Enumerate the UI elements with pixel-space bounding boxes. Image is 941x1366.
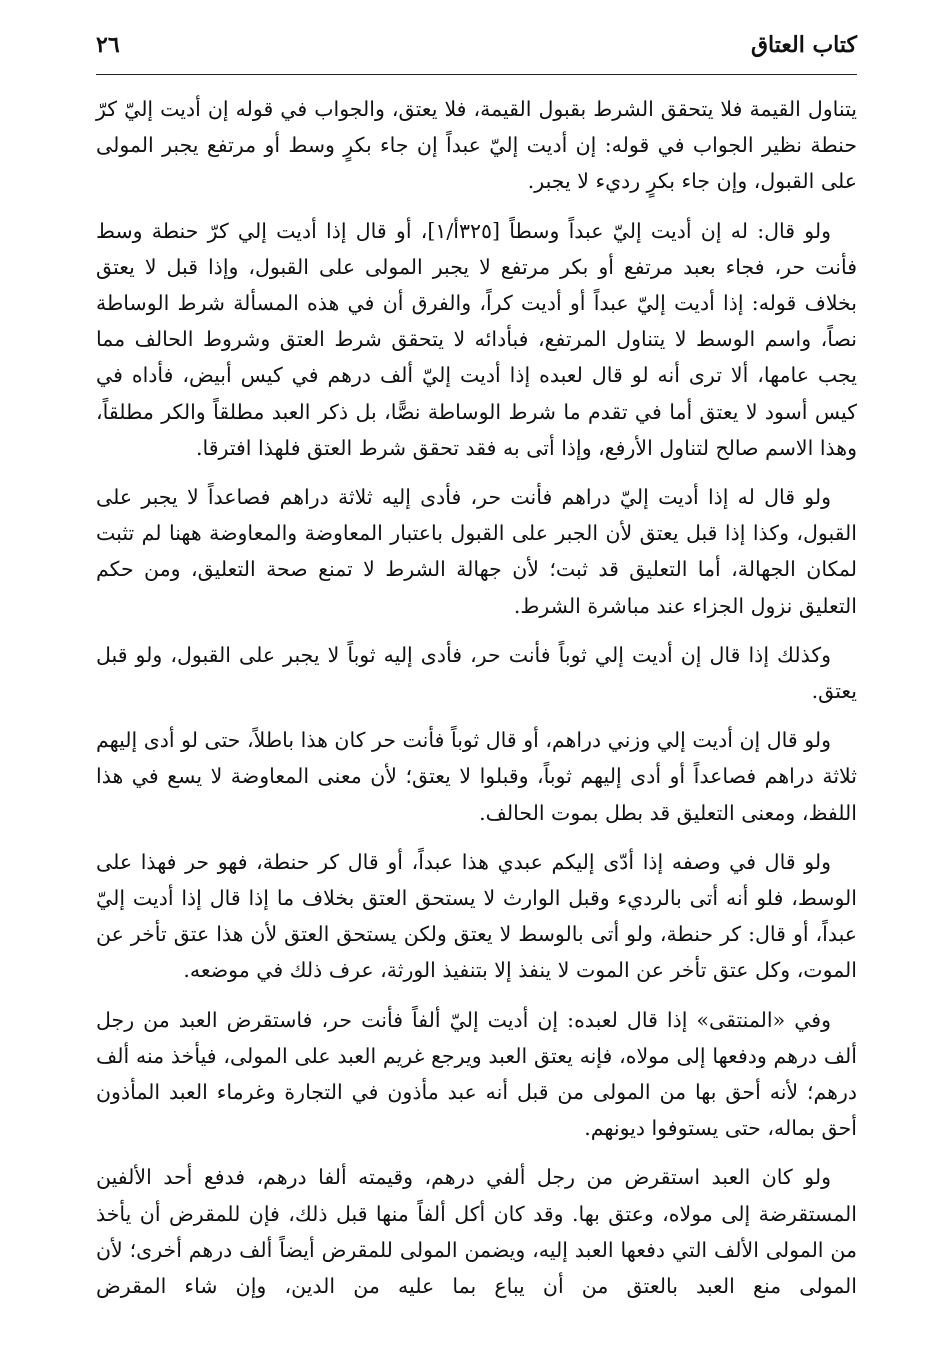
paragraph-6: ولو قال في وصفه إذا أدّى إليكم عبدي هذا عبداً، أو قال كر حنطة، فهو حر فهذا على الوسط، فلو أنه أتى بالرديء وقبل الوارث لا يستحق العتق بخلاف ما إذا قال إذا أديت إليّ عبداً، أو قال: كر حنطة، ولو أتى بالوسط لا يعتق ولكن يستحق العتق لأن هذا عتق تأخر عن الموت، وكل عتق تأخر عن الموت لا ينفذ إلا بتنفيذ الورثة، عرف ذلك في موضعه. — [96, 849, 857, 983]
book-title: كتاب العتاق — [750, 32, 857, 58]
paragraph-1: يتناول القيمة فلا يتحقق الشرط بقبول القيمة، فلا يعتق، والجواب في قوله إن أديت إليّ كرّ حنطة نظير الجواب في قوله: إن أديت إليّ عبداً إن جاء بكرٍ وسط أو مرتفع يجبر المولى على القبول، وإن جاء بكرٍ رديء لا يجبر. — [96, 97, 857, 194]
body-text — [96, 91, 857, 1304]
paragraph-3: ولو قال له إذا أديت إليّ دراهم فأنت حر، فأدى إليه ثلاثة دراهم فصاعداً لا يجبر على القبول، وكذا إذا قبل يعتق لأن الجبر على القبول باعتبار المعاوضة والمعاوضة ههنا لم تثبت لمكان الجهالة، أما التعليق قد ثبت؛ لأن جهالة الشرط لا تمنع صحة التعليق، ومن حكم التعليق نزول الجزاء عند مباشرة الشرط. — [96, 485, 857, 618]
paragraph-7: وفي «المنتقى» إذا قال لعبده: إن أديت إليّ ألفاً فأنت حر، فاستقرض العبد من رجل ألف درهم ودفعها إلى مولاه، فإنه يعتق العبد ويرجع غريم العبد على المولى، فيأخذ منه ألف درهم؛ لأنه أحق بها من المولى من قبل أنه عبد مأذون في التجارة وغرماء العبد المأذون أحق بماله، حتى يستوفوا ديونهم. — [96, 1007, 857, 1141]
paragraph-4: وكذلك إذا قال إن أديت إلي ثوباً فأنت حر، فأدى إليه ثوباً لا يجبر على القبول، ولو قبل يعتق. — [96, 642, 857, 704]
paragraph-2: ولو قال: له إن أديت إليّ عبداً وسطاً [٣٢٥أ/١]، أو قال إذا أديت إلي كرّ حنطة وسط فأنت حر، فجاء بعبد مرتفع أو بكر مرتفع لا يجبر المولى على القبول، وإذا قبل لا يعتق بخلاف قوله: إذا أديت إليّ عبداً أو أديت كراً، والفرق أن في هذه المسألة شرط الوساطة نصاً، واسم الوسط لا يتناول المرتفع، فبأدائه لا يتحقق شرط العتق وشروط الحالف مما يجب عامها، ألا ترى أنه لو قال لعبده إذا أديت إليّ ألف درهم في كيس أبيض، فأداه في كيس أسود لا يعتق أما في تقدم ما شرط الوساطة نصًّا، بل ذكر العبد مطلقاً والكر مطلقاً، وهذا الاسم صالح لتناول الأرفع، وإذا أتى به فقد تحقق شرط العتق فلهذا افترقا. — [96, 218, 857, 460]
page-number: ٢٦ — [96, 32, 120, 58]
paragraph-5: ولو قال إن أديت إلي وزني دراهم، أو قال ثوباً فأنت حر كان هذا باطلاً، حتى لو أدى إليهم ثلاثة دراهم فصاعداً أو أدى إليهم ثوباً، وقبلوا لا يعتق؛ لأن معنى المعاوضة لا يسع في هذا اللفظ، ومعنى التعليق قد بطل بموت الحالف. — [96, 728, 857, 825]
running-header — [96, 30, 857, 75]
paragraph-8: ولو كان العبد استقرض من رجل ألفي درهم، وقيمته ألفا درهم، فدفع أحد الألفين المستقرضة إلى مولاه، وعتق بها. وقد كان أكل ألفاً منها قبل ذلك، فإن للمقرض أن يأخذ من المولى الألف التي دفعها العبد إليه، ويضمن المولى للمقرض أيضاً ألف درهم أخرى؛ لأن المولى منع العبد بالعتق من أن يباع بما عليه من الدين، وإن شاء المقرض — [96, 1165, 857, 1299]
